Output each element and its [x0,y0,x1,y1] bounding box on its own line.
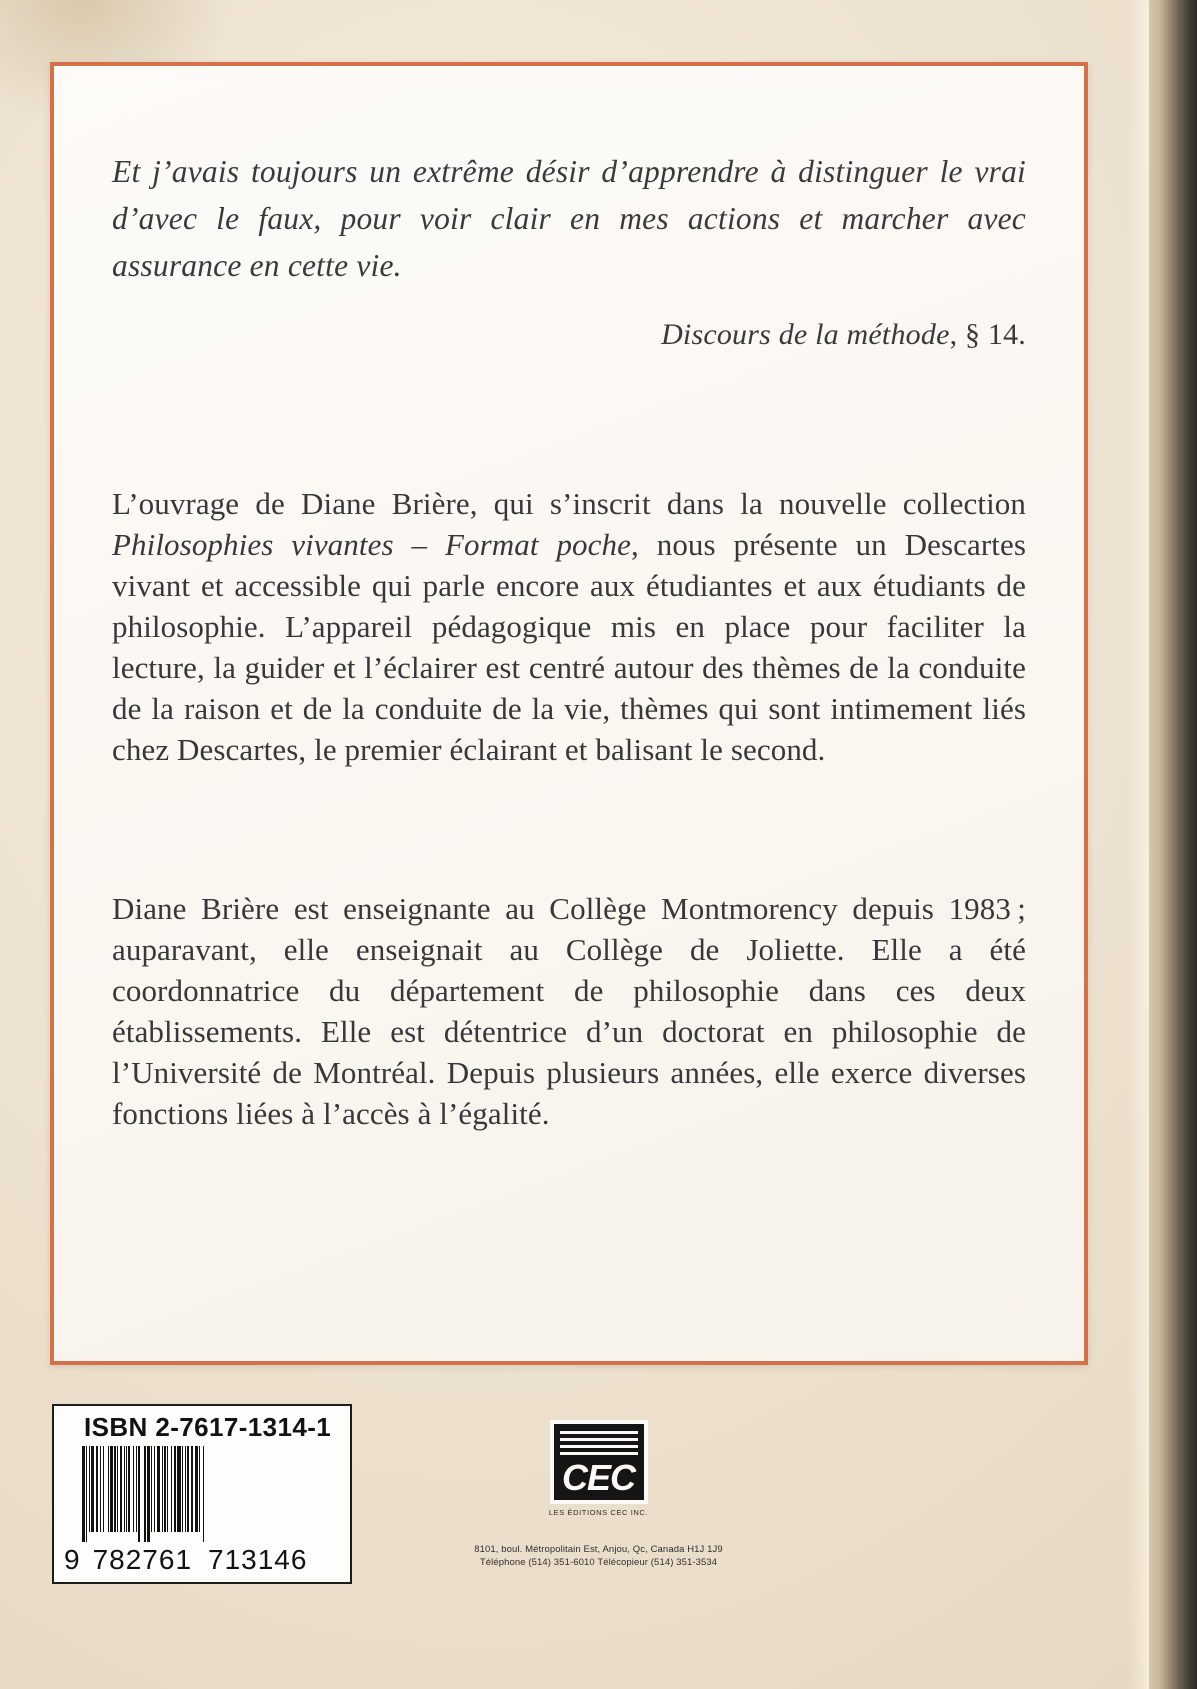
book-blurb-paragraph [112,483,1026,770]
cec-logo-icon [550,1420,648,1504]
author-bio-paragraph: Diane Brière est enseignante au Collège Montmorency depuis 1983 ; auparavant, elle enseignait au Collège de Joliette. Elle a été coordonnatrice du département de philosophie dans ces deux établissements. Elle est détentrice d’un doctorat en philosophie de l’Université de Montréal. Depuis plusieurs années, elle exerce diverses fonctions liées à l’accès à l’égalité. [112,891,1026,1131]
publisher-imprint [0,1420,1197,1569]
publisher-address-line-2: Téléphone (514) 351-6010 Télécopieur (514) 351-3534 [479,1557,718,1568]
epigraph-source-locator: , § 14. [949,318,1026,351]
blurb-text-rest: , nous présente un Descartes vivant et accessible qui parle encore aux étudiantes et aux étudiants de philosophie. L’appareil pédagogique mis en place pour faciliter la lecture, la guider et l’éclairer est centré autour des thèmes de la conduite de la raison et de la conduite de la vie, thèmes qui sont intimement liés chez Descartes, le premier éclairant et balisant le second. [112,527,1026,767]
ean-left-group: 782761 [92,1544,193,1575]
ean-lead-digit: 9 [64,1544,81,1575]
collection-title: Philosophies vivantes – Format poche [112,527,631,562]
epigraph-quote: Et j’avais toujours un extrême désir d’apprendre à distinguer le vrai d’avec le faux, pour voir clair en mes actions et marcher avec assurance en cette vie. [112,154,1026,283]
publisher-address-line-1: 8101, boul. Métropolitain Est, Anjou, Qc, Canada H1J 1J9 [474,1544,723,1555]
isbn-label: ISBN 2-7617-1314-1 [84,1412,332,1442]
epigraph-attribution [112,315,1026,355]
blurb-text-lead: L’ouvrage de Diane Brière, qui s’inscrit dans la nouvelle collection [112,486,1026,521]
publisher-name: LES ÉDITIONS CEC INC. [548,1508,649,1517]
ean-right-group: 713146 [208,1544,308,1575]
publisher-address [0,1543,1197,1569]
content-panel [50,62,1088,1365]
epigraph-source-title: Discours de la méthode [661,318,950,351]
cec-logo-letters: CEC [561,1457,635,1498]
